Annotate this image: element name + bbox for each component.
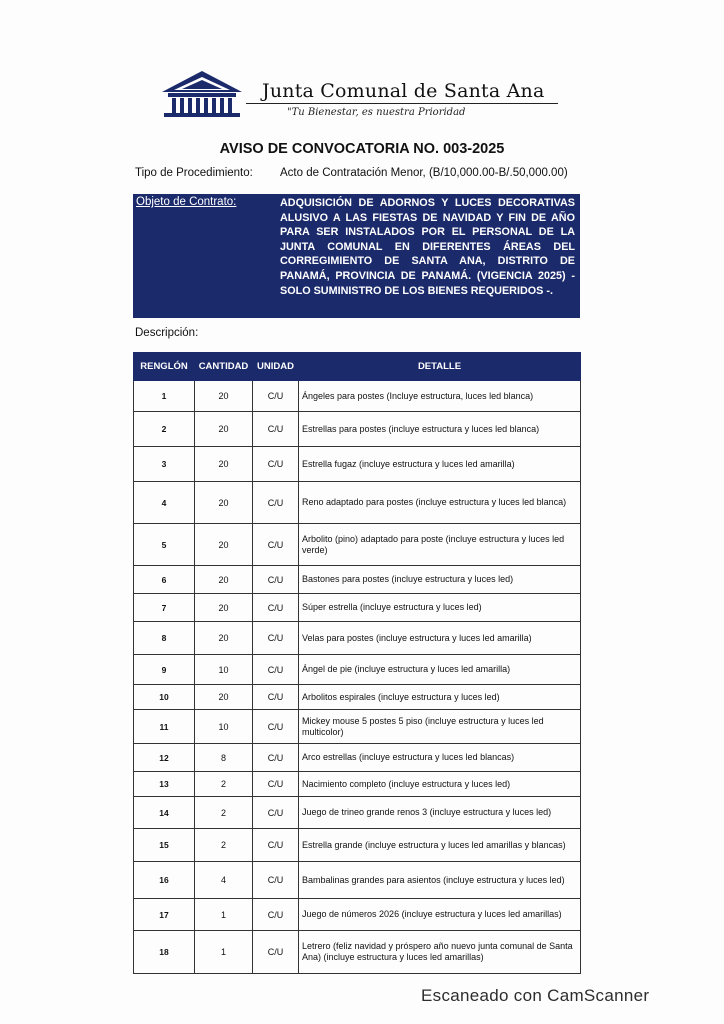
table-row [134,655,581,685]
row-quantity: 1 [195,899,253,931]
table-row [134,482,581,524]
row-unit: C/U [253,622,299,655]
row-number: 7 [134,594,195,622]
row-quantity: 10 [195,655,253,685]
row-number: 12 [134,744,195,772]
table-row [134,566,581,594]
row-detail: Nacimiento completo (incluye estructura y luces led) [299,772,581,797]
row-quantity: 20 [195,447,253,482]
scanner-watermark: Escaneado con CamScanner [421,986,650,1005]
row-quantity: 20 [195,482,253,524]
row-unit: C/U [253,447,299,482]
items-table [133,352,581,974]
table-row [134,710,581,744]
row-quantity: 2 [195,772,253,797]
row-unit: C/U [253,381,299,412]
table-row [134,622,581,655]
row-detail: Bastones para postes (incluye estructura y luces led) [299,566,581,594]
contract-object-text: ADQUISICIÓN DE ADORNOS Y LUCES DECORATIVAS ALUSIVO A LAS FIESTAS DE NAVIDAD Y FIN DE AÑO PARA SER INSTALADOS POR EL PERSONAL DE LA JUNTA COMUNAL EN DIFERENTES ÁREAS DEL CORREGIMIENTO DE SANTA ANA, DISTRITO DE PANAMÁ, PROVINCIA DE PANAMÁ. (VIGENCIA 2025) - SOLO SUMINISTRO DE LOS BIENES REQUERIDOS -. [280,197,575,297]
row-number: 16 [134,862,195,899]
row-number: 13 [134,772,195,797]
header-cantidad: CANTIDAD [195,353,253,381]
row-detail: Estrella grande (incluye estructura y luces led amarillas y blancas) [299,829,581,862]
row-unit: C/U [253,862,299,899]
row-number: 14 [134,797,195,829]
table-row [134,381,581,412]
row-unit: C/U [253,710,299,744]
row-detail: Arbolitos espirales (incluye estructura y luces led) [299,685,581,710]
row-number: 15 [134,829,195,862]
row-number: 10 [134,685,195,710]
header-unidad: UNIDAD [253,353,299,381]
row-detail: Estrellas para postes (incluye estructura y luces led blanca) [299,412,581,447]
organization-motto: "Tu Bienestar, es nuestra Prioridad [287,107,466,118]
table-header-row [134,353,581,381]
row-unit: C/U [253,829,299,862]
table-row [134,412,581,447]
row-unit: C/U [253,797,299,829]
row-number: 17 [134,899,195,931]
row-detail: Estrella fugaz (incluye estructura y luces led amarilla) [299,447,581,482]
row-detail: Bambalinas grandes para asientos (incluye estructura y luces led) [299,862,581,899]
row-number: 4 [134,482,195,524]
table-row [134,899,581,931]
row-number: 18 [134,931,195,974]
table-row [134,447,581,482]
table-row [134,772,581,797]
row-number: 2 [134,412,195,447]
row-quantity: 20 [195,685,253,710]
row-unit: C/U [253,931,299,974]
description-label: Descripción: [135,327,199,339]
row-detail: Súper estrella (incluye estructura y luces led) [299,594,581,622]
row-detail: Mickey mouse 5 postes 5 piso (incluye estructura y luces led multicolor) [299,710,581,744]
contract-object-box [133,194,580,318]
table-row [134,829,581,862]
organization-name: Junta Comunal de Santa Ana [262,80,545,102]
row-unit: C/U [253,685,299,710]
row-number: 11 [134,710,195,744]
row-quantity: 20 [195,622,253,655]
row-unit: C/U [253,524,299,566]
procedure-value: Acto de Contratación Menor, (B/10,000.00-B/.50,000.00) [280,167,568,179]
row-unit: C/U [253,594,299,622]
row-number: 6 [134,566,195,594]
row-number: 3 [134,447,195,482]
row-detail: Arbolito (pino) adaptado para poste (incluye estructura y luces led verde) [299,524,581,566]
row-quantity: 10 [195,710,253,744]
row-detail: Reno adaptado para postes (incluye estructura y luces led blanca) [299,482,581,524]
row-quantity: 8 [195,744,253,772]
row-unit: C/U [253,566,299,594]
row-quantity: 20 [195,566,253,594]
row-number: 1 [134,381,195,412]
table-row [134,685,581,710]
header-divider [246,103,558,104]
row-quantity: 20 [195,594,253,622]
row-detail: Arco estrellas (incluye estructura y luces led blancas) [299,744,581,772]
row-unit: C/U [253,744,299,772]
row-number: 5 [134,524,195,566]
header-detalle: DETALLE [299,353,581,381]
table-row [134,594,581,622]
row-quantity: 20 [195,524,253,566]
row-quantity: 4 [195,862,253,899]
row-detail: Juego de trineo grande renos 3 (incluye estructura y luces led) [299,797,581,829]
row-quantity: 2 [195,797,253,829]
table-row [134,797,581,829]
row-quantity: 20 [195,381,253,412]
row-number: 8 [134,622,195,655]
header-renglon: RENGLÓN [134,353,195,381]
row-unit: C/U [253,412,299,447]
row-unit: C/U [253,482,299,524]
row-detail: Ángel de pie (incluye estructura y luces led amarilla) [299,655,581,685]
row-detail: Letrero (feliz navidad y próspero año nuevo junta comunal de Santa Ana) (incluye estructura y luces led amarillas) [299,931,581,974]
table-row [134,931,581,974]
row-detail: Juego de números 2026 (incluye estructura y luces led amarillas) [299,899,581,931]
row-detail: Ángeles para postes (Incluye estructura, luces led blanca) [299,381,581,412]
procedure-label: Tipo de Procedimiento: [135,167,253,179]
row-number: 9 [134,655,195,685]
junta-comunal-logo [158,68,246,118]
row-quantity: 1 [195,931,253,974]
table-row [134,744,581,772]
table-row [134,524,581,566]
row-detail: Velas para postes (incluye estructura y luces led amarilla) [299,622,581,655]
row-quantity: 2 [195,829,253,862]
notice-title: AVISO DE CONVOCATORIA NO. 003-2025 [219,141,505,157]
table-row [134,862,581,899]
row-unit: C/U [253,655,299,685]
contract-object-label: Objeto de Contrato: [136,196,237,208]
row-unit: C/U [253,772,299,797]
row-unit: C/U [253,899,299,931]
row-quantity: 20 [195,412,253,447]
